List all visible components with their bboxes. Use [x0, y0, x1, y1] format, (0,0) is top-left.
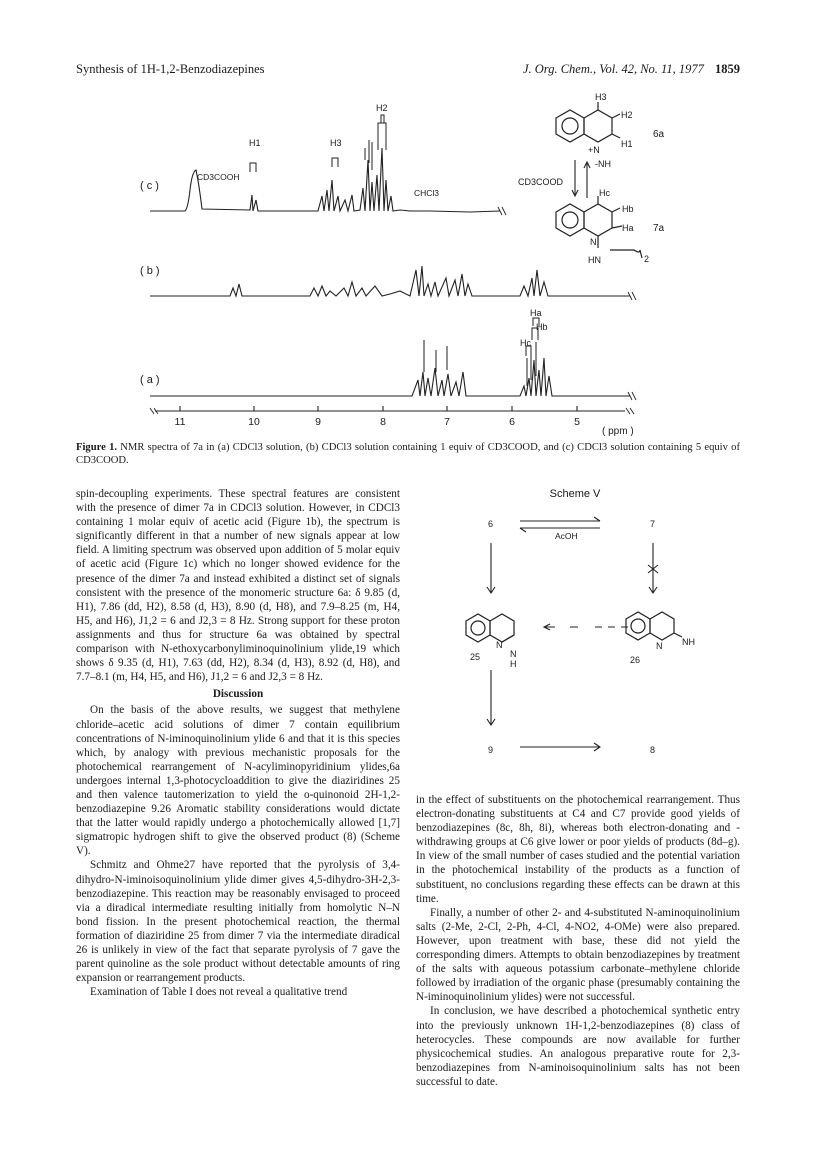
figure-nmr-spectra — [0, 0, 816, 440]
solvent-label-cd3cooh: CD3COOH — [197, 172, 240, 182]
scheme-label-6: 6 — [488, 519, 494, 529]
peak-label-hc: Hc — [520, 338, 531, 348]
caption-label: Figure 1. — [76, 442, 118, 453]
scheme-label-8: 8 — [650, 745, 656, 755]
atom-h: H — [510, 659, 517, 669]
arrow-6-to-25 — [487, 543, 495, 593]
trace-label-c: ( c ) — [140, 180, 159, 192]
peak-label-hb: Hb — [536, 322, 548, 332]
right-column — [416, 793, 740, 1089]
paragraph: spin-decoupling experiments. These spectral features are consistent with the presence of dimer 7a in CDCl3 solution. However, in CDCl3 containing 1 molar equiv of acetic acid (Figure 1b), the spectrum is significantly different in that a number of new signals appear at low field. A limiting spectrum was observed upon addition of 5 molar equiv of acetic acid (Figure 1c) which no longer showed evidence for the presence of the dimer 7a and instead exhibited a distinct set of signals consistent with the presence of the monomeric structure 6a: δ 9.85 (d, H1), 7.86 (dd, H2), 8.58 (d, H3), 8.90 (d, H8), and 7.9–8.25 (m, H4, H5, and H6), J1,2 = 6 and J2,3 = 8 Hz. Strong support for these proton assignments and thus for structure 6a was obtained by spectral comparison with N-ethoxycarbonyliminoquinolinium ylide,19 which shows δ 9.35 (d, H1), 7.63 (dd, H2), 8.34 (d, H3), 8.92 (d, H8), and 7.7–8.1 (m, H4, H5, and H6), J1,2 = 6 and J2,3 = 8 Hz. — [76, 488, 400, 684]
ring-label-ha: Ha — [622, 223, 634, 233]
integral-h2 — [378, 115, 386, 150]
spectrum-trace-a — [150, 358, 630, 396]
atom-n: N — [510, 649, 517, 659]
ring-label-hc: Hc — [599, 188, 610, 198]
tick-label: 9 — [315, 416, 321, 428]
integral-h3 — [332, 158, 338, 167]
dashed-arrow-26-to-25 — [544, 624, 628, 630]
arrow-25-to-9 — [487, 670, 495, 725]
axis-unit-ppm: ( ppm ) — [602, 426, 634, 437]
left-column — [76, 487, 400, 999]
paragraph: Finally, a number of other 2- and 4-substituted N-aminoquinolinium salts (2-Me, 2-Cl, 2-Ph, 4-Cl, 4-NO2, 4-OMe) were also prepared. However, upon treatment with base, these did not yield the corresponding dimers. Attempts to obtain benzodiazepines by treatment of the salts with aqueous potassium carbonate–methylene chloride followed by irradiation of the organic phase (presumably containing the N-iminoquinolinium ylides) were not successful. — [416, 906, 740, 1004]
peak-label-h1: H1 — [249, 138, 261, 148]
peak-label-h3: H3 — [330, 138, 342, 148]
trace-label-a: ( a ) — [140, 374, 160, 386]
tick-label: 6 — [509, 416, 515, 428]
compound-label-7a: 7a — [653, 223, 665, 234]
integral-h1 — [250, 163, 256, 172]
spectrum-trace-b — [150, 266, 630, 296]
scheme-label-9: 9 — [488, 745, 494, 755]
ring-label-n-plus: +N — [588, 145, 600, 155]
ring-label-hn: HN — [588, 255, 601, 265]
peak-label-h2: H2 — [376, 103, 388, 113]
scheme-label-7: 7 — [650, 519, 656, 529]
ring-label-nh: -NH — [595, 159, 611, 169]
reagent-label-cd3cood: CD3COOD — [518, 177, 564, 187]
paragraph: Schmitz and Ohme27 have reported that the pyrolysis of 3,4-dihydro-N-iminoisoquinolinium ylide dimer gives 4,5-dihydro-3H-2,3-benzodiazepine. This reaction may be reasonably envisaged to proceed via a diradical intermediate resulting initially from homolytic N–N bond fission. In the present photochemical reaction, the thermal formation of diaziridine 25 from dimer 7 via the intermediate diradical 26 is unlikely in view of the fact that separate pyrolysis of 7 gave the parent quinoline as the sole product without detectable amounts of ring expansion or rearrangement products. — [76, 859, 400, 985]
ring-label-hb: Hb — [622, 204, 634, 214]
solvent-label-chcl3: CHCl3 — [414, 188, 440, 198]
trace-label-b: ( b ) — [140, 265, 160, 277]
paragraph: On the basis of the above results, we suggest that methylene chloride–acetic acid solutions of dimer 7 contain equilibrium concentrations of N-iminoquinolinium ylide 6 and that it is this species which, by analogy with previous mechanistic proposals for the photochemical rearrangement of N-acyliminopyridinium ylides,6a undergoes internal 1,3-photocycloaddition to give the diaziridines 25 and then valence tautomerization to yield the o-quinonoid 2H-1,2-benzodiazepine 9.26 Aromatic stability considerations would dictate that the latter would rapidly undergo a photochemically allowed [1,7] sigmatropic hydrogen shift to give the observed product (8) (Scheme V). — [76, 704, 400, 858]
paragraph: in the effect of substituents on the photochemical rearrangement. Thus electron-donating substituents at C4 and C7 provide good yields of benzodiazepines (8c, 8h, 8i), whereas both electron-donating and -withdrawing groups at C6 give lower or poor yields of products (8d–g). In view of the small number of cases studied and the potential variation in the photochemical instability of the products as a function of substituent, no conclusions regarding these effects can be drawn at this time. — [416, 794, 740, 905]
paragraph: Examination of Table I does not reveal a qualitative trend — [90, 986, 348, 999]
structure-26 — [626, 612, 682, 640]
structure-6a — [556, 102, 620, 142]
arrow-6-to-7 — [520, 517, 600, 521]
atom-n: N — [496, 640, 503, 650]
atom-n-radical: N — [656, 641, 663, 651]
journal-citation: J. Org. Chem., Vol. 42, No. 11, 1977 — [522, 62, 704, 76]
scheme-label-25: 25 — [470, 652, 481, 662]
tick-label: 8 — [380, 416, 386, 428]
tick-label: 7 — [444, 416, 450, 428]
scheme-title: Scheme V — [549, 488, 601, 500]
structure-25 — [466, 614, 514, 642]
figure-caption — [76, 441, 740, 467]
page-number: 1859 — [715, 62, 740, 76]
caption-text: NMR spectra of 7a in (a) CDCl3 solution, (b) CDCl3 solution containing 1 equiv of CD3COOD, and (c) CDCl3 solution containing 5 equiv of CD3COOD. — [76, 442, 740, 466]
paragraph: In conclusion, we have described a photochemical synthetic entry into the previously unknown 1H-1,2-benzodiazepines (8) class of heterocycles. These compounds are now available for further physicochemical studies. An analogous preparative route for 2,3-benzodiazepines from N-aminoisoquinolinium salts has not been successful to date. — [416, 1005, 740, 1088]
arrow-7-to-26 — [648, 543, 658, 593]
ring-label-n: N — [590, 237, 597, 247]
ppm-axis — [155, 406, 625, 411]
running-title: Synthesis of 1H-1,2-Benzodiazepines — [76, 62, 265, 76]
arrow-9-to-8 — [520, 743, 600, 751]
peak-label-ha: Ha — [530, 308, 542, 318]
tick-label: 5 — [574, 416, 580, 428]
scheme-label-acoh: AcOH — [555, 531, 578, 541]
scheme-label-26: 26 — [630, 655, 641, 665]
equilibrium-arrows — [572, 160, 590, 198]
section-heading-discussion: Discussion — [212, 688, 264, 701]
dimer-subscript: 2 — [644, 254, 650, 264]
compound-label-6a: 6a — [653, 129, 665, 140]
atom-nh: NH — [682, 637, 695, 647]
ring-label-h1: H1 — [621, 139, 633, 149]
ring-label-h2: H2 — [621, 110, 633, 120]
ring-label-h3: H3 — [595, 92, 607, 102]
scheme-v — [410, 485, 740, 785]
tick-label: 10 — [248, 416, 260, 428]
tick-label: 11 — [174, 416, 186, 428]
